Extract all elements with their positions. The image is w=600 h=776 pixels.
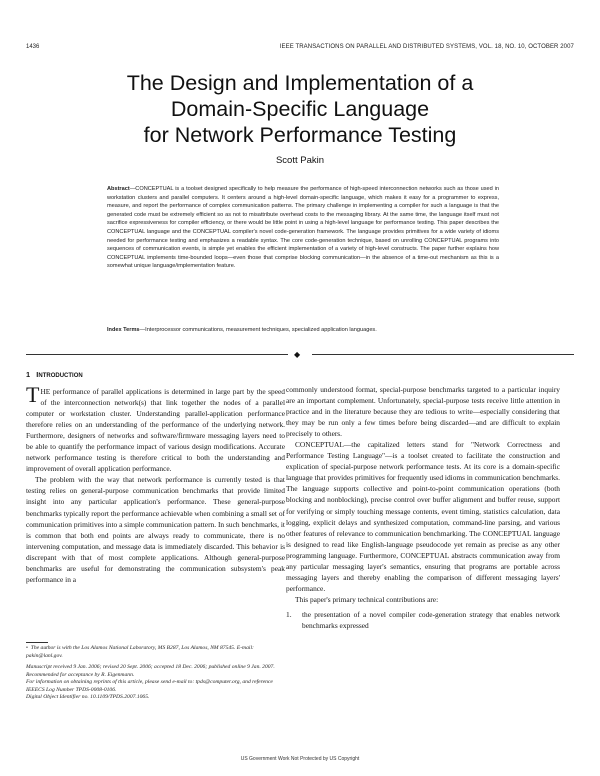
- abstract-label: Abstract: [107, 186, 130, 192]
- copyright-footer: US Government Work Not Protected by US Copyright: [240, 756, 360, 762]
- conceptual-name: CONCEPTUAL: [295, 440, 344, 450]
- contribution-item-1: [286, 609, 560, 631]
- intro-paragraph-1: [26, 382, 285, 474]
- footnotes: [26, 645, 281, 702]
- diamond-icon: ◆: [294, 350, 301, 359]
- contribution-text: the presentation of a novel compiler code-generation strategy that enables network benchmarks expressed: [302, 609, 560, 630]
- left-column: [26, 369, 285, 585]
- footnote-doi: Digital Object Identifier no. 10.1109/TPDS.2007.1065.: [26, 694, 150, 700]
- contribution-number: 1.: [286, 609, 292, 619]
- right-paragraph-3: This paper's primary technical contributions are:: [295, 594, 439, 604]
- title-line-2: Domain-Specific Language: [170, 97, 430, 121]
- section-title-initial: I: [36, 370, 39, 379]
- drop-cap: T: [26, 382, 40, 407]
- intro-paragraph-1-text: performance of parallel applications is determined in large part by the speed of the interconnection network(s) that link together the nodes of a parallel computer or workstation cluster. Understanding parallel-application performance therefore relies on an understanding of the performance of the underlying network. Furthermore, designers of networks and software/firmware messaging layers need to be able to quantify the performance impact of various design modifications. Accurate network performance testing is therefore critical to both the understanding and improvement of overall application performance.: [26, 387, 285, 474]
- journal-header: IEEE TRANSACTIONS ON PARALLEL AND DISTRIBUTED SYSTEMS, VOL. 18, NO. 10, OCTOBER 2007: [279, 44, 574, 50]
- page-number: 1436: [26, 44, 40, 50]
- paper-title: [60, 70, 540, 148]
- footnote-author: [26, 645, 281, 660]
- abstract: [107, 185, 499, 271]
- right-column: [286, 384, 560, 631]
- title-line-1: The Design and Implementation of a: [126, 71, 474, 95]
- abstract-text: —CONCEPTUAL is a toolset designed specifically to help measure the performance of high-speed interconnection networks such as those used in workstation clusters and parallel computers. It centers around a high-level domain-specific language, which makes it easy for a programmer to express, measure, and report the performance of complex communication patterns. The primary challenge in implementing a compiler for such a language is that the generated code must be extremely efficient so as not to misattribute overhead costs to the messaging library. At the same time, the language itself must not sacrifice expressiveness for compiler efficiency, or there would be little point in using a high-level language for performance testing. This paper describes the CONCEPTUAL language and the CONCEPTUAL compiler's novel code-generation framework. The language provides primitives for a wide variety of idioms needed for performance testing and emphasizes a readable syntax. The core code-generation technique, based on unrolling CONCEPTUAL programs into sequences of communication events, is simple yet enables the efficient implementation of a variety of high-level constructs. The paper further explains how CONCEPTUAL implements time-bounded loops—even those that comprise blocking communication—in the absence of a time-out mechanism as this is a somewhat unique language/implementation feature.: [107, 186, 499, 270]
- lead-word: HE: [40, 387, 51, 396]
- footnote-author-text: The author is with the Los Alamos National Laboratory, MS B287, Los Alamos, NM 87545. E-mail: pakin@lanl.gov.: [26, 645, 254, 659]
- intro-paragraph-2: The problem with the way that network performance is currently tested is that testing relies on general-purpose communication benchmarks that provide limited insight into any particular application's performance. These general-purpose benchmarks typically report the performance achievable when combining a small set of communication primitives into a simple communication pattern. In such benchmarks, it is common that both end points are always ready to communicate, there is no intervening computation, and message data is immediately discarded. This behavior is discrepant with that of most complete applications. Although general-purpose benchmarks are useful for demonstrating the communication subsystem's peak performance in a: [26, 475, 285, 584]
- index-terms: [107, 326, 499, 335]
- index-terms-text: —Interprocessor communications, measurement techniques, specialized application languages.: [139, 327, 377, 333]
- footnote-rule: [26, 642, 48, 643]
- section-title-rest: NTRODUCTION: [38, 373, 83, 379]
- running-header: [26, 44, 574, 56]
- title-line-3: for Network Performance Testing: [143, 123, 457, 147]
- footnote-manuscript: Manuscript received 9 Jan. 2006; revised 20 Sept. 2006; accepted 18 Dec. 2006; published online 9 Jan. 2007.: [26, 664, 275, 670]
- right-paragraph-2-text: —the capitalized letters stand for "Network Correctness and Performance Testing Language"—is a toolset created to facilitate the construction and explication of special-purpose network performance tests. At its core is a domain-specific language that provides primitives for frequently used idioms in communication benchmarks. The language supports collective and point-to-point communication operations (both blocking and nonblocking), precise control over buffer alignment and buffer reuse, support for verifying or simply touching message contents, event timing, statistics calculation, data logging, explicit delays and synthesized computation, command-line parsing, and various other features of relevance to communication benchmarking. The CONCEPTUAL language is designed to read like English-language pseudocode yet remain as precise as any other programming language. Furthermore, CONCEPTUAL abstracts communication away from any particular messaging layer's semantics, ensuring that programs are portable across messaging layers and thereby enabling the comparison of different messaging layers' performance.: [286, 440, 560, 593]
- section-divider: [26, 350, 574, 360]
- right-paragraph-2: [286, 439, 560, 594]
- footnote-recommended: Recommended for acceptance by R. Eigenmann.: [26, 671, 135, 678]
- bullet-icon: •: [26, 645, 31, 651]
- section-heading: [26, 369, 285, 382]
- index-terms-label: Index Terms: [107, 327, 140, 333]
- section-number: 1: [26, 370, 31, 379]
- author-name: Scott Pakin: [275, 155, 325, 166]
- divider-line-right: [312, 354, 574, 355]
- right-paragraph-1: commonly understood format, special-purpose benchmarks targeted to a particular inquiry are an important complement. Unfortunately, special-purpose tests receive little attention in practice and in the literature because they are tedious to write—especially considering that they may be run only a few times before being discarded—and are difficult to explain precisely to others.: [286, 385, 560, 439]
- footnote-reprints: For information on obtaining reprints of this article, please send e-mail to: tpds@computer.org, and reference IEEECS Log Number TPDS-0008-0106.: [26, 679, 273, 693]
- divider-line-left: [26, 354, 288, 355]
